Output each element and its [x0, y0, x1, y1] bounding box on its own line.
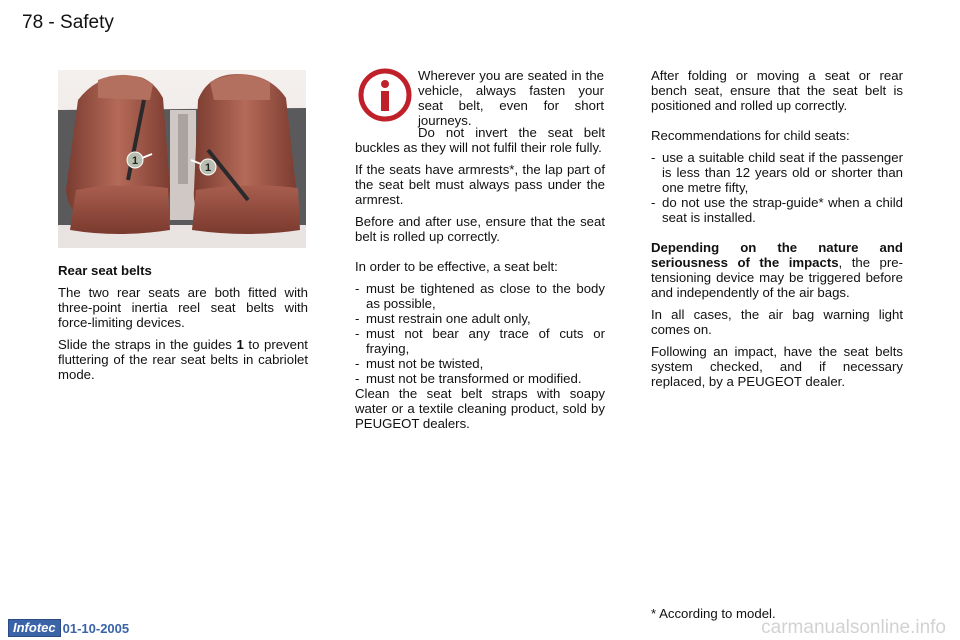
cleaning-paragraph: Clean the seat belt straps with soapy water or a textile cleaning product, sold by PEUGEOT dealers. [355, 386, 605, 431]
list-item: - must not be transformed or modified. [355, 371, 582, 386]
info-icon [358, 68, 412, 122]
impact-paragraph: Following an impact, have the seat belts system checked, and if necessary replaced, by a PEUGEOT dealer. [651, 344, 903, 389]
folding-paragraph: After folding or moving a seat or rear bench seat, ensure that the seat belt is positioned and rolled up correctly. [651, 68, 903, 113]
pretension-rest: , the pre-tensioning device may be triggered before and independently of the air bags. [651, 255, 903, 300]
list-item: - use a suitable child seat if the passenger is less than 12 years old or shorter than one metre fifty, [651, 150, 903, 195]
list-item: - do not use the strap-guide* when a child seat is installed. [651, 195, 903, 225]
p2-before: Slide the straps in the guides [58, 337, 232, 352]
infotec-logo: Infotec [8, 619, 61, 637]
list-item: - must not be twisted, [355, 356, 484, 371]
pretension-paragraph [651, 240, 903, 300]
rear-seats-photo [58, 70, 306, 248]
header-separator: - [48, 12, 55, 33]
watermark: carmanualsonline.info [761, 617, 946, 638]
pretension-bold: Depending on the nature and seriousness of the impacts [651, 240, 903, 270]
list-item: - must be tightened as close to the body as possible, [355, 281, 605, 311]
section-title: Safety [60, 12, 114, 33]
middle-column [355, 125, 605, 431]
footnote: * According to model. [651, 606, 776, 621]
info-paragraph-1: Wherever you are seated in the vehicle, always fasten your seat belt, even for short journeys. [418, 68, 604, 128]
list-item: - must not bear any trace of cuts or fraying, [355, 326, 605, 356]
info-paragraph-1-block [418, 68, 604, 128]
print-date: 01-10-2005 [62, 620, 130, 636]
effective-intro: In order to be effective, a seat belt: [355, 259, 558, 274]
right-column [651, 68, 903, 389]
p2-after: to prevent fluttering of the rear seat belts in cabriolet mode. [58, 337, 308, 382]
page-header [22, 12, 114, 34]
rolled-up-paragraph: Before and after use, ensure that the seat belt is rolled up correctly. [355, 214, 605, 244]
warning-light-paragraph: In all cases, the air bag warning light comes on. [651, 307, 903, 337]
info-paragraph-2: Do not invert the seat belt buckles as they will not fulfil their role fully. [355, 125, 605, 155]
left-column [58, 263, 308, 382]
child-seat-intro: Recommendations for child seats: [651, 128, 850, 143]
list-item: - must restrain one adult only, [355, 311, 531, 326]
left-paragraph-1: The two rear seats are both fitted with three-point inertia reel seat belts with force-limiting devices. [58, 285, 308, 330]
p2-bold-number: 1 [236, 337, 244, 352]
footer [8, 619, 129, 637]
left-paragraph-2 [58, 337, 308, 382]
page-number: 78 [22, 12, 44, 33]
rear-seat-belts-heading: Rear seat belts [58, 263, 152, 278]
armrest-paragraph: If the seats have armrests*, the lap part of the seat belt must always pass under the armrest. [355, 162, 605, 207]
callout-1-left: 1 [131, 155, 139, 167]
callout-1-right: 1 [204, 162, 212, 174]
